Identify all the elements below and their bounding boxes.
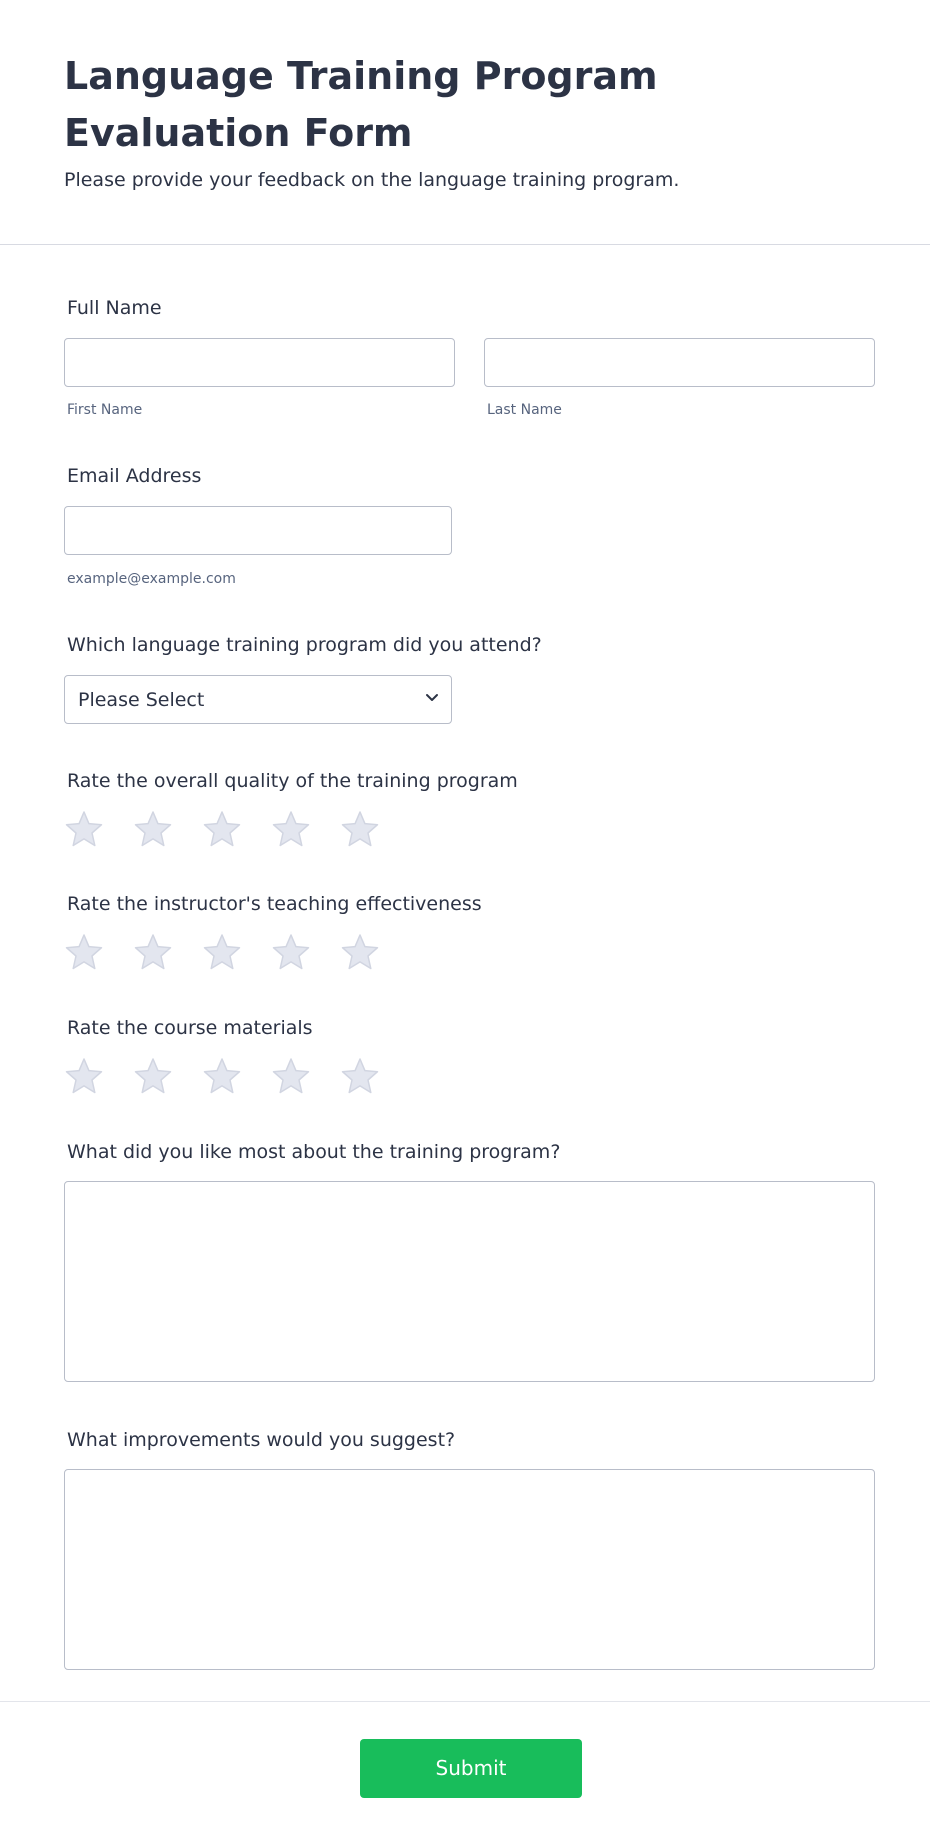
star-icon[interactable]	[202, 1056, 242, 1096]
star-icon[interactable]	[64, 809, 104, 849]
liked-most-textarea[interactable]	[64, 1181, 875, 1382]
star-icon[interactable]	[133, 932, 173, 972]
form-title: Language Training Program Evaluation Form	[64, 54, 658, 155]
form-subtitle: Please provide your feedback on the language training program.	[64, 169, 680, 191]
star-icon[interactable]	[340, 1056, 380, 1096]
last-name-input[interactable]	[484, 338, 875, 387]
star-icon[interactable]	[340, 932, 380, 972]
submit-button[interactable]: Submit	[360, 1739, 582, 1798]
liked-most-label: What did you like most about the training program?	[67, 1141, 561, 1163]
star-icon[interactable]	[64, 932, 104, 972]
star-icon[interactable]	[340, 809, 380, 849]
first-name-input[interactable]	[64, 338, 455, 387]
rating-quality-label: Rate the overall quality of the training program	[67, 770, 518, 792]
star-icon[interactable]	[202, 932, 242, 972]
program-select[interactable]	[64, 675, 452, 724]
rating-materials-label: Rate the course materials	[67, 1017, 313, 1039]
email-label: Email Address	[67, 465, 202, 487]
star-icon[interactable]	[271, 809, 311, 849]
form-header	[0, 0, 930, 245]
footer-divider	[0, 1701, 930, 1702]
star-icon[interactable]	[271, 1056, 311, 1096]
chevron-down-icon	[425, 693, 439, 703]
star-icon[interactable]	[202, 809, 242, 849]
star-icon[interactable]	[133, 1056, 173, 1096]
improvements-label: What improvements would you suggest?	[67, 1429, 456, 1451]
improvements-textarea[interactable]	[64, 1469, 875, 1670]
star-icon[interactable]	[271, 932, 311, 972]
star-icon[interactable]	[133, 809, 173, 849]
program-select-value: Please Select	[78, 689, 205, 711]
email-input[interactable]	[64, 506, 452, 555]
program-label: Which language training program did you attend?	[67, 634, 542, 656]
rating-instructor-label: Rate the instructor's teaching effectiveness	[67, 893, 482, 915]
email-sublabel: example@example.com	[67, 571, 236, 587]
first-name-sublabel: First Name	[67, 402, 143, 418]
last-name-sublabel: Last Name	[487, 402, 562, 418]
full-name-label: Full Name	[67, 297, 162, 319]
star-icon[interactable]	[64, 1056, 104, 1096]
